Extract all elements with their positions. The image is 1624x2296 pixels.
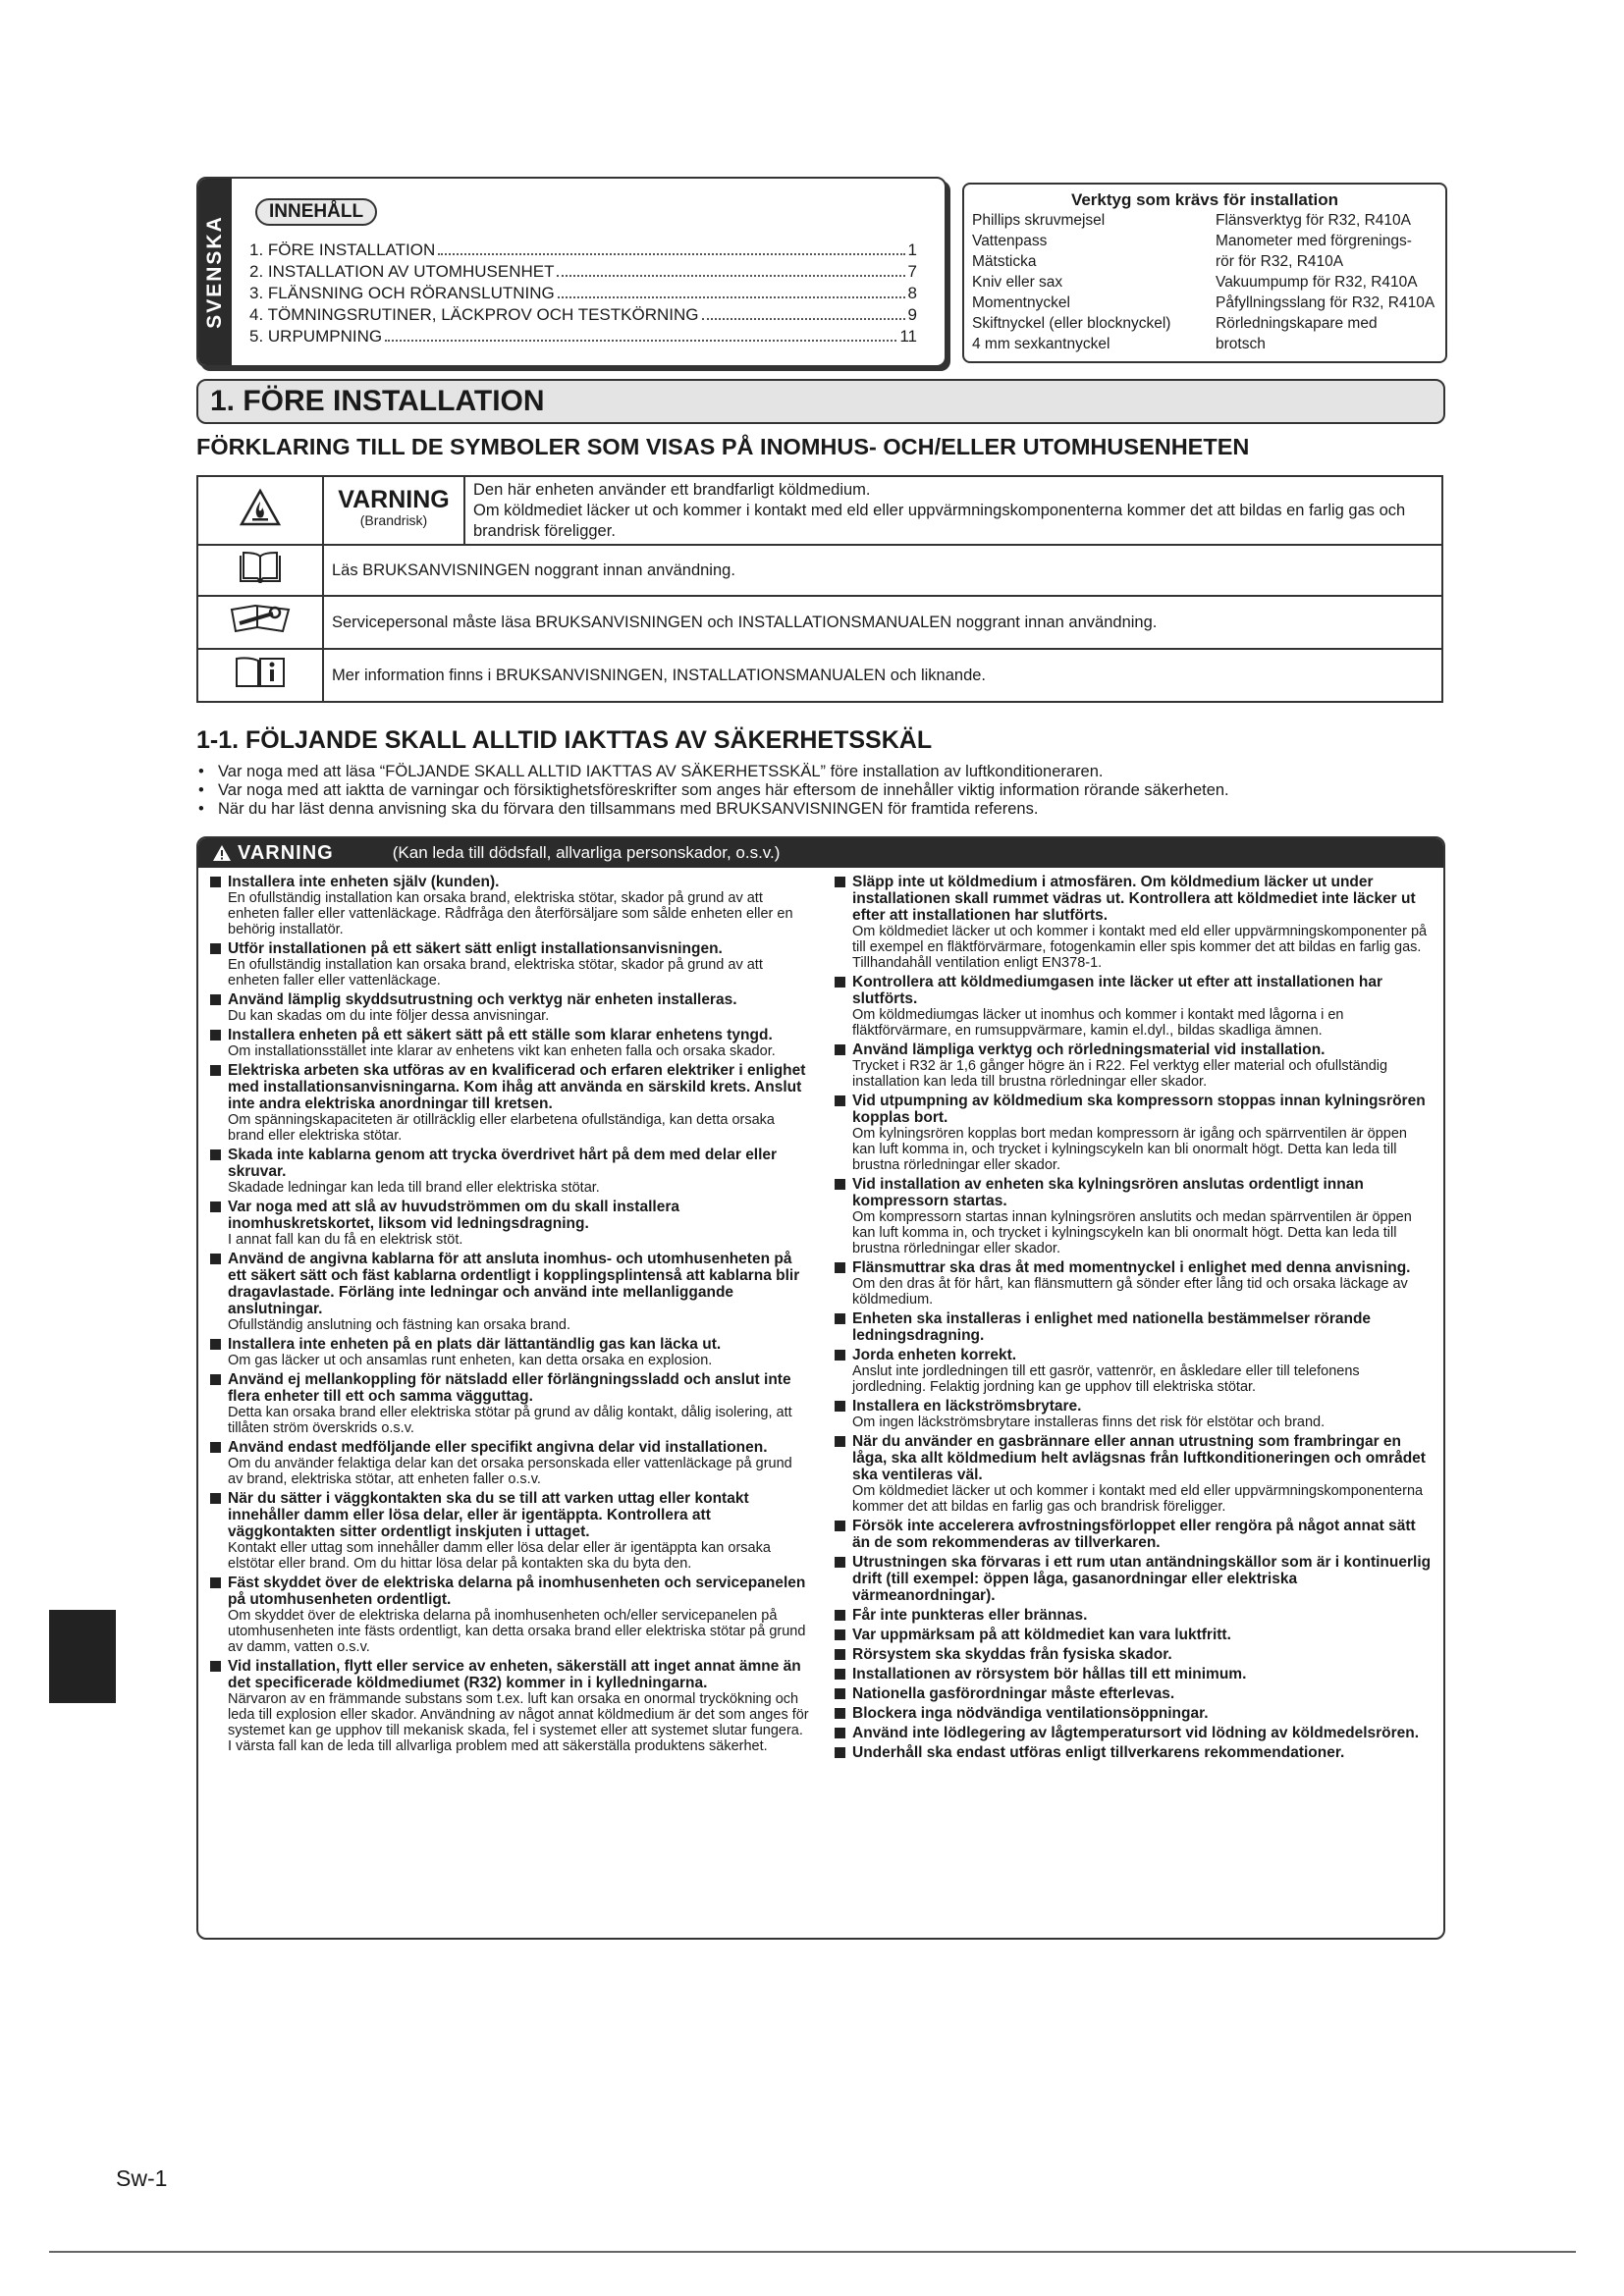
warning-item-heading: Rörsystem ska skyddas från fysiska skador. [833,1646,1434,1663]
section-header [196,379,1445,424]
warning-column-left [208,874,809,1764]
warning-item [833,1093,1434,1173]
warning-item-heading: Installationen av rörsystem bör hållas till ett minimum. [833,1666,1434,1682]
toc-box [196,177,947,367]
warning-item-detail: Detta kan orsaka brand eller elektriska stötar på grund av dålig kontakt, dålig isolering, att tillåten ström överskrids o.s.v. [228,1405,792,1436]
warning-item-heading: Blockera inga nödvändiga ventilationsöppningar. [833,1705,1434,1722]
warning-item [208,1575,809,1655]
language-label: SVENSKA [203,215,226,329]
warning-triangle-icon [212,844,232,862]
warning-item-heading: Underhåll ska endast utföras enligt tillverkarens rekommendationer. [833,1744,1434,1761]
warning-bar [198,838,1443,868]
tool-item: Kniv eller sax [972,274,1063,291]
tool-item: Vakuumpump för R32, R410A [1216,274,1418,291]
tool-item: Vattenpass [972,233,1048,249]
symbol-info-text: Mer information finns i BRUKSANVISNINGEN, INSTALLATIONSMANUALEN och liknande. [323,649,1442,702]
warning-item-heading: Nationella gasförordningar måste efterlevas. [833,1685,1434,1702]
warning-item [833,1433,1434,1515]
warning-item-detail: Skadade ledningar kan leda till brand eller elektriska stötar. [228,1180,600,1196]
toc-item-page: 1 [907,240,917,259]
tool-item: Mätsticka [972,253,1037,270]
flammable-warning-icon [197,476,323,545]
service-manual-wrench-icon [197,596,323,649]
tool-item: Rörledningskapare med [1216,315,1378,332]
tool-item: Momentnyckel [972,294,1070,311]
toc-item-label: 5. URPUMPNING [249,327,383,346]
warning-item-heading: Jorda enheten korrekt. [833,1347,1434,1363]
tool-item: Phillips skruvmejsel [972,212,1106,229]
warning-item-detail: Om köldmediumgas läcker ut inomhus och kommer i kontakt med lågorna i en fläktförvärmare, en rumsuppvärmare, kamin el.dyl., bildas skadliga ämnen. [852,1007,1344,1039]
warning-item-heading: Använd lämpliga verktyg och rörledningsmaterial vid installation. [833,1041,1434,1058]
warning-sublabel: (Brandrisk) [359,512,428,528]
toc-item-page: 8 [907,284,917,302]
warning-item-detail: En ofullständig installation kan orsaka brand, elektriska stötar, skador på grund av att enheten faller eller vattenläckage. [228,957,763,988]
toc-item[interactable] [249,304,917,326]
warning-item-detail: Närvaron av en främmande substans som t.ex. luft kan orsaka en onormal tryckökning och leda till explosion eller skador. Användning av något annat köldmedium är det som anges för systemet kan ge upphov till mekanisk skada, fel i systemet eller att systemet slutar fungera. I värsta fall kan de leda till allvarliga problem med att säkerställa produktens säkerhet. [228,1691,809,1754]
warning-item-detail: En ofullständig installation kan orsaka brand, elektriska stötar, skador på grund av att enheten faller eller vattenläckage. Rådfråga den återförsäljare som sålde enheten eller en behörig installatör. [228,890,793,937]
tool-item: 4 mm sexkantnyckel [972,336,1110,352]
warning-box-title: VARNING [238,841,334,864]
page-number: Sw-1 [116,2165,168,2191]
warning-item-heading: Använd de angivna kablarna för att ansluta inomhus- och utomhusenheten på ett säkert sätt och fäst kablarna ordentligt i kopplingsplintenså att kablarna blir dragavlastade. Förläng inte ledningar och använd inte mellanliggande anslutningar. [208,1251,809,1317]
warning-item-heading: Elektriska arbeten ska utföras av en kvalificerad och erfaren elektriker i enlighet med installationsanvisningarna. Kom ihåg att använda en särskild krets. Anslut inte andra elektriska anordningar till kretsen. [208,1062,809,1112]
warning-item [833,1554,1434,1604]
warning-item-detail: Kontakt eller uttag som innehåller damm eller lösa delar eller är igentäppta kan orsaka elstötar eller brand. Om du hittar lösa delar på kontakten ska du byta den. [228,1540,771,1572]
warning-item-heading: När du sätter i väggkontakten ska du se till att varken uttag eller kontakt innehåller damm eller lösa delar, eller är igentäppta. Kontrollera att väggkontakten sitter ordentligt inskjuten i uttaget. [208,1490,809,1540]
toc-item-page: 9 [907,305,917,324]
warning-item-heading: Vid installation, flytt eller service av enheten, säkerställ att inget annat ämne än det specificerade köldmediumet (R32) kommer in i kylledningarna. [208,1658,809,1691]
warning-item-detail: I annat fall kan du få en elektrisk stöt. [228,1232,463,1248]
warning-item [208,1658,809,1754]
warning-item-heading: Var noga med att slå av huvudströmmen om du skall installera inomhuskretskortet, liksom vid ledningsdragning. [208,1199,809,1232]
warning-item-heading: Fäst skyddet över de elektriska delarna på inomhusenheten och servicepanelen på utomhusenheten ordentligt. [208,1575,809,1608]
side-tab-marker [49,1610,116,1703]
safety-bullets [196,763,1443,819]
safety-bullet: • Var noga med att iaktta de varningar och försiktighetsföreskrifter som anges här eftersom de innehåller viktig information rörande säkerheten. [196,781,1443,800]
book-icon [197,545,323,596]
tool-item: Flänsverktyg för R32, R410A [1216,212,1412,229]
warning-item-detail: Du kan skadas om du inte följer dessa anvisningar. [228,1008,550,1024]
warning-item-detail: Ofullständig anslutning och fästning kan orsaka brand. [228,1317,571,1333]
symbol-row-manual [197,545,1442,596]
warning-item [833,874,1434,971]
warning-item [833,1518,1434,1551]
warning-item-detail: Om gas läcker ut och ansamlas runt enheten, kan detta orsaka en explosion. [228,1353,713,1368]
warning-item [208,940,809,988]
warning-item-detail: Om du använder felaktiga delar kan det orsaka personskada eller vattenläckage på grund av brand, elektriska stötar, att enheten faller o.s.v. [228,1456,792,1487]
toc-leader-dots [702,304,905,320]
tools-box [962,183,1447,363]
warning-item-heading: Flänsmuttrar ska dras åt med momentnyckel i enlighet med denna anvisning. [833,1259,1434,1276]
warning-item-heading: Försök inte accelerera avfrostningsförloppet eller rengöra på något annat sätt än de som rekommenderas av tillverkaren. [833,1518,1434,1551]
warning-item [833,1744,1434,1761]
warning-item [208,1336,809,1368]
warning-item-heading: Får inte punkteras eller brännas. [833,1607,1434,1624]
warning-item-heading: När du använder en gasbrännare eller annan utrustning som frambringar en låga, ska allt köldmedium helt avlägsnas från luftkonditioneringen och området ska ventileras väl. [833,1433,1434,1483]
warning-item-detail: Om köldmediet läcker ut och kommer i kontakt med eld eller uppvärmningskomponenterna kommer det att bildas en farlig gas och brandrisk föreligger. [852,1483,1424,1515]
symbol-service-text: Servicepersonal måste läsa BRUKSANVISNINGEN och INSTALLATIONSMANUALEN noggrant innan användning. [323,596,1442,649]
toc-item[interactable] [249,261,917,283]
warning-item-heading: Skada inte kablarna genom att trycka överdrivet hårt på dem med delar eller skruvar. [208,1147,809,1180]
symbol-manual-text: Läs BRUKSANVISNINGEN noggrant innan användning. [323,545,1442,596]
warning-item-heading: Vid installation av enheten ska kylningsrören anslutas ordentligt innan kompressorn startas. [833,1176,1434,1209]
warning-item-heading: Använd ej mellankoppling för nätsladd eller förlängningssladd och anslut inte flera enheter till ett och samma vägguttag. [208,1371,809,1405]
warning-item-heading: Utför installationen på ett säkert sätt enligt installationsanvisningen. [208,940,809,957]
tool-item: Påfyllningsslang för R32, R410A [1216,294,1435,311]
language-tab [198,179,232,365]
safety-bullet: • När du har läst denna anvisning ska du förvara den tillsammans med BRUKSANVISNINGEN för framtida referens. [196,800,1443,819]
toc-item[interactable] [249,240,917,261]
warning-item [208,874,809,937]
toc-item-page: 7 [907,262,917,281]
warning-column-right [833,874,1434,1764]
warning-item [833,1398,1434,1430]
toc-item[interactable] [249,283,917,304]
warning-item [833,1666,1434,1682]
warning-item-detail: Om installationsstället inte klarar av enhetens vikt kan enheten falla och orsaka skador. [228,1043,776,1059]
toc-item[interactable] [249,326,917,347]
warning-label-cell [323,476,464,545]
symbol-row-info [197,649,1442,702]
warning-item-heading: Installera inte enheten själv (kunden). [208,874,809,890]
warning-item [833,1607,1434,1624]
warning-line-1: Den här enheten använder ett brandfarligt köldmedium. [473,480,871,499]
warning-item [833,1627,1434,1643]
warning-item-heading: Släpp inte ut köldmedium i atmosfären. Om köldmedium läcker ut under installationen skall rummet vädras ut. Kontrollera att köldmediet inte läcker ut efter att installationen har slutförts. [833,874,1434,924]
warning-item [208,1371,809,1436]
warning-item-heading: Utrustningen ska förvaras i ett rum utan antändningskällor som är i kontinuerlig drift (till exempel: öppen låga, gasanordningar eller elektriska värmeanordningar). [833,1554,1434,1604]
warning-item [833,1725,1434,1741]
safety-bullet: • Var noga med att läsa “FÖLJANDE SKALL ALLTID IAKTTAS AV SÄKERHETSSKÄL” före installation av luftkonditioneraren. [196,763,1443,781]
warning-item-detail: Om spänningskapaciteten är otillräcklig eller elarbetena ofullständiga, kan detta orsaka brand eller elektriska stötar. [228,1112,775,1144]
warning-label: VARNING [338,486,450,513]
warning-item [833,1259,1434,1308]
warning-item [208,1147,809,1196]
warning-item-heading: Installera inte enheten på en plats där lättantändlig gas kan läcka ut. [208,1336,809,1353]
toc-leader-dots [385,326,896,342]
warning-item-heading: Använd lämplig skyddsutrustning och verktyg när enheten installeras. [208,991,809,1008]
warning-box [196,836,1445,1940]
info-book-icon [197,649,323,702]
warning-item-heading: Använd endast medföljande eller specifikt angivna delar vid installationen. [208,1439,809,1456]
warning-item [833,1310,1434,1344]
toc-list [249,240,917,347]
toc-leader-dots [557,261,904,277]
warning-item-heading: Installera enheten på ett säkert sätt på ett ställe som klarar enhetens tyngd. [208,1027,809,1043]
warning-box-subtitle: (Kan leda till dödsfall, allvarliga personskador, o.s.v.) [392,843,781,862]
toc-item-label: 2. INSTALLATION AV UTOMHUSENHET [249,262,555,281]
warning-item-detail: Om kylningsrören kopplas bort medan kompressorn är igång och spärrventilen är öppen kan luft komma in, och trycket i kylningscykeln kan bli onormalt högt. Detta kan leda till brustna rörledningar eller skador. [852,1126,1407,1173]
warning-item-heading: Var uppmärksam på att köldmediet kan vara luktfritt. [833,1627,1434,1643]
warning-item [208,1439,809,1487]
warning-item [208,1251,809,1333]
toc-item-label: 4. TÖMNINGSRUTINER, LÄCKPROV OCH TESTKÖRNING [249,305,699,324]
warning-item-detail: Om kompressorn startas innan kylningsrören anslutits och medan spärrventilen är öppen kan luft komma in, och trycket i kylningscykeln kan bli onormalt högt. Detta kan leda till brustna rörledningar eller skador. [852,1209,1412,1256]
symbols-table [196,475,1443,703]
section-title: 1. FÖRE INSTALLATION [210,385,545,417]
warning-item-heading: Enheten ska installeras i enlighet med nationella bestämmelser rörande ledningsdragning. [833,1310,1434,1344]
tool-item: brotsch [1216,336,1266,352]
warning-item [833,1347,1434,1395]
tool-item: Manometer med förgrenings- [1216,233,1412,249]
toc-title: INNEHÅLL [255,198,377,226]
tool-item: rör för R32, R410A [1216,253,1344,270]
warning-item [833,1176,1434,1256]
warning-line-2: Om köldmediet läcker ut och kommer i kontakt med eld eller uppvärmningskomponenterna kommer det att bildas en farlig gas och brandrisk föreligger. [473,501,1406,540]
symbol-row-service [197,596,1442,649]
warning-item-detail: Om den dras åt för hårt, kan flänsmuttern gå sönder efter lång tid och orsaka läckage av köldmedium. [852,1276,1408,1308]
warning-item [833,1646,1434,1663]
warning-item [208,1490,809,1572]
warning-item [833,974,1434,1039]
warning-item [208,1199,809,1248]
warning-item-heading: Använd inte lödlegering av lågtemperatursort vid lödning av köldmedelsrören. [833,1725,1434,1741]
warning-item [833,1685,1434,1702]
toc-leader-dots [558,283,905,298]
warning-description [464,476,1442,545]
warning-item [833,1041,1434,1090]
symbols-heading: FÖRKLARING TILL DE SYMBOLER SOM VISAS PÅ INOMHUS- OCH/ELLER UTOMHUSENHETEN [196,434,1250,459]
warning-item-detail: Om ingen läckströmsbrytare installeras finns det risk för elstötar och brand. [852,1415,1326,1430]
warning-item-detail: Anslut inte jordledningen till ett gasrör, vattenrör, en åskledare eller till telefonens jordledning. Felaktig jordning kan ge upphov till elektriska stötar. [852,1363,1360,1395]
warning-item-heading: Vid utpumpning av köldmedium ska kompressorn stoppas innan kylningsrören kopplas bort. [833,1093,1434,1126]
toc-leader-dots [438,240,904,255]
warning-item-detail: Om skyddet över de elektriska delarna på inomhusenheten och/eller servicepanelen på utomhusenheten inte fästs ordentligt, kan detta orsaka brand eller elektriska stötar på grund av damm, vatten o.s.v. [228,1608,806,1655]
warning-item-detail: Trycket i R32 är 1,6 gånger högre än i R22. Fel verktyg eller material och ofullständig installation kan leda till brustna rörledningar eller skador. [852,1058,1388,1090]
warning-item [208,1062,809,1144]
warning-item-detail: Om köldmediet läcker ut och kommer i kontakt med eld eller uppvärmningskomponenter på till exempel en fläktförvärmare, fotogenkamin eller spis kommer det att bildas en farlig gas. Tillhandahåll ventilation enligt EN378-1. [852,924,1428,971]
tools-title: Verktyg som krävs för installation [1070,190,1339,209]
footer-divider [49,2251,1576,2253]
tools-column-1 [972,210,1216,354]
warning-item-heading: Kontrollera att köldmediumgasen inte läcker ut efter att installationen har slutförts. [833,974,1434,1007]
toc-item-page: 11 [899,327,917,346]
tools-column-2 [1216,210,1437,354]
tool-item: Skiftnyckel (eller blocknyckel) [972,315,1171,332]
safety-heading: 1-1. FÖLJANDE SKALL ALLTID IAKTTAS AV SÄKERHETSSKÄL [196,726,933,754]
warning-item [833,1705,1434,1722]
warning-item [208,991,809,1024]
warning-item-heading: Installera en läckströmsbrytare. [833,1398,1434,1415]
symbol-row-warning [197,476,1442,545]
toc-item-label: 3. FLÄNSNING OCH RÖRANSLUTNING [249,284,555,302]
warning-item [208,1027,809,1059]
toc-item-label: 1. FÖRE INSTALLATION [249,240,436,259]
